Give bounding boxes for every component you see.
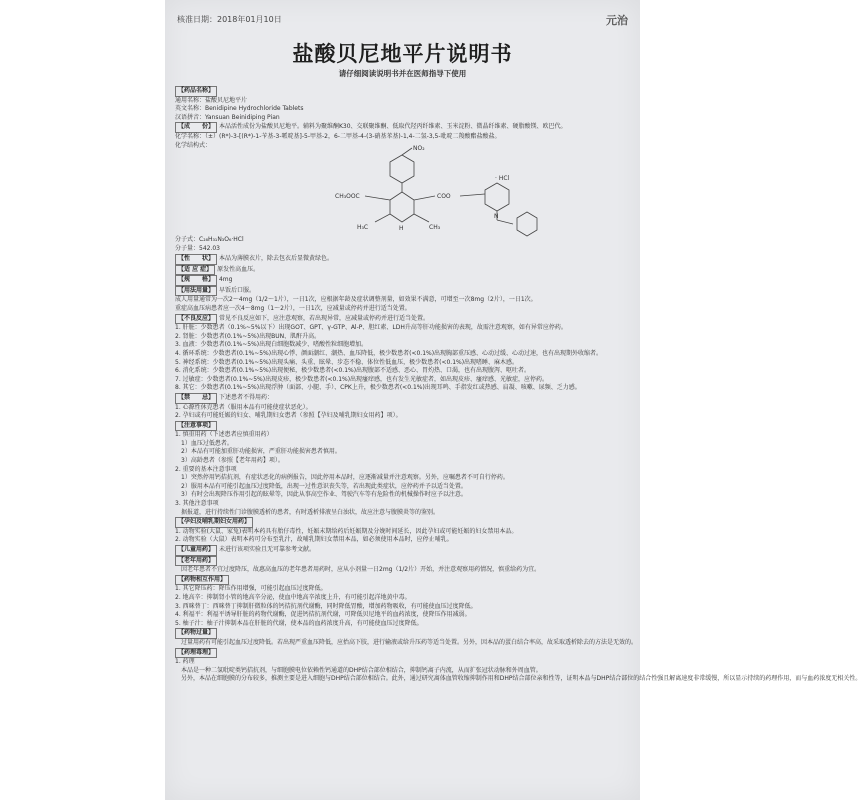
section-text: 2. 肾脏：少数患者(0.1%~5%)出现BUN、肌酐升高。 <box>175 332 321 340</box>
chemical-structure <box>295 145 625 235</box>
section-heading: 【适 应 症】 <box>175 265 215 276</box>
chemical-name: 化学名称：（±）(R*)-3-[(R*)-1-苄基-3-哌啶基]-5-甲基-2，6-二甲基-4-(3-硝基苯基)-1,4-二氢-3,5-吡啶二羧酸酯盐酸盐。 <box>175 132 501 140</box>
section-text: 1. 动物实验(大鼠、家兔)表明本药具有胎仔毒性，妊娠末期给药后妊娠期及分娩时间延长，因此孕妇或可能妊娠的妇女禁用本品。 <box>175 527 518 535</box>
body-line <box>175 265 630 276</box>
body-line <box>175 658 630 667</box>
body-line <box>175 341 630 350</box>
section-text: 1. 其它降压药：降压作用增强，可能引起血压过度降低。 <box>175 585 327 593</box>
body-line <box>175 305 630 314</box>
body-line <box>175 628 630 639</box>
body-line <box>175 466 630 475</box>
section-heading: 【用法用量】 <box>175 286 217 297</box>
section-text: 3. 其他注意事项 <box>175 500 219 508</box>
section-text: 3）高龄患者（参照【老年用药】项）。 <box>175 457 284 465</box>
methyl-left-label: H₃C <box>357 224 369 231</box>
section-text: 8. 其它：少数患者(0.1%~5%)出现浮肿（面部、小腿、手）、CPK上升，极少数患者(<0.1%)出现耳鸣、手指发红或热感、肩凝、咳嗽、尿频、乏力感。 <box>175 384 581 392</box>
body-line <box>175 296 630 305</box>
molecular-formula: 分子式：C₂₈H₃₁N₃O₆·HCl <box>175 236 244 243</box>
section-text: 2. 地高辛：抑制肾小管的地高辛分泌，使血中地高辛浓度上升，有可能引起洋地黄中毒。 <box>175 593 411 601</box>
body-line <box>175 575 630 586</box>
methyl-right-label: CH₃ <box>429 224 441 231</box>
body-line <box>175 286 630 297</box>
body-line <box>175 675 861 684</box>
english-name: 英文名称：Benidipine Hydrochloride Tablets <box>175 105 304 113</box>
body-line <box>175 275 630 286</box>
nh-label: H <box>399 225 404 232</box>
molecular-weight: 分子量：542.03 <box>175 244 220 252</box>
structure-drawing <box>295 145 625 235</box>
section-text: 7. 过敏症：少数患者(0.1%~5%)出现皮疹，极少数患者(<0.1%)出现瘙痒感，也有发生光敏症者，如出现皮疹、瘙痒感、光敏症，应停药。 <box>175 375 549 383</box>
section-heading: 【孕妇及哺乳期妇女用药】 <box>175 517 253 528</box>
body-line <box>175 448 630 457</box>
body-line <box>175 393 630 404</box>
section-heading: 【禁 忌】 <box>175 393 217 404</box>
ingredients-text: 本品活性成份为盐酸贝尼地平。辅料为聚维酮K30、交联聚维酮、低取代羟丙纤维素、玉米淀粉、微晶纤维素、硬脂酸镁、欧巴代。 <box>218 123 567 131</box>
nitro-label: NO₂ <box>413 145 425 152</box>
body-section <box>175 254 861 684</box>
section-text: 3. 血液：少数患者(0.1%~5%)出现白细胞数减少、嗜酸性粒细胞增加。 <box>175 341 368 349</box>
pinyin-name: 汉语拼音：Yansuan Beinidiping Pian <box>175 113 280 121</box>
section-text: 1. 药理 <box>175 658 195 666</box>
section-heading: 【性 状】 <box>175 254 217 265</box>
body-line <box>175 412 630 421</box>
section-text: 2）本品有可能加重肝功能损害，严重肝功能损害患者慎用。 <box>175 448 341 456</box>
structure-caption: 化学结构式： <box>175 141 212 149</box>
body-line <box>175 367 630 376</box>
section-text: 5. 神经系统：少数患者(0.1%~5%)出现头痛、头重、眩晕、步态不稳、体位性低血压，极少数患者(<0.1%)出现嗜睡、麻木感。 <box>175 358 519 366</box>
section-text: 4. 循环系统：少数患者(0.1%~5%)出现心悸、颜面潮红、潮热、血压降低，极少数患者(<0.1%)出现胸部重压感、心动过缓、心动过速，也有出现期外收缩者。 <box>175 349 603 357</box>
section-text: 下述患者不得用药： <box>218 393 273 401</box>
section-text: 1. 肝脏：少数患者（0.1%~5%以下）出现GOT、GPT、γ-GTP、Al-P、胆红素、LDH升高等肝功能损害的表现，故需注意观察，如有异常应停药。 <box>175 324 567 332</box>
section-text: 4. 利福平：利福平诱导肝脏的药物代谢酶，促进钙拮抗剂代谢，可降低贝尼地平的血药浓度，使降压作用减弱。 <box>175 611 471 619</box>
drug-name-section <box>175 86 630 150</box>
ester-left-label: CH₃OOC <box>335 193 360 200</box>
ester-right-label: COO <box>437 193 451 200</box>
nitrogen-label: N <box>494 213 499 220</box>
section-text: 5. 柚子汁：柚子汁抑制本品在肝脏的代谢，使本品的血药浓度升高，有可能使血压过度降低。 <box>175 619 423 627</box>
section-text: 1. 心源性休克患者（服用本品有可能使症状恶化）。 <box>175 403 312 411</box>
body-line <box>175 585 630 594</box>
section-text: 1. 慎重用药（下述患者应慎重用药） <box>175 431 273 439</box>
section-text: 2）服用本品有可能引起血压过度降低，出现一过性意识丧失等，若出现此类症状，应停药并予以适当处置。 <box>175 482 467 490</box>
section-text: 2. 重要的基本注意事项 <box>175 465 237 473</box>
section-heading: 【药物相互作用】 <box>175 575 229 586</box>
section-text: 3）有时会出现降压作用引起的眩晕等，因此从事高空作业、驾驶汽车等有危险性的机械操作时应予以注意。 <box>175 491 467 499</box>
leaflet-page <box>165 0 861 800</box>
body-line <box>175 474 630 483</box>
body-line <box>175 603 630 612</box>
body-line <box>175 350 630 359</box>
generic-name: 通用名称：盐酸贝尼地平片 <box>175 96 248 104</box>
ingredients-heading: 【成 份】 <box>175 122 217 133</box>
body-line <box>175 638 638 648</box>
body-line <box>175 431 630 440</box>
body-line <box>175 556 630 567</box>
section-text: 另外，本品在细胞膜的分布较多，推测主要是进入细胞与DHP结合部位相结合。此外，通过研究离体血管收缩抑制作用和DHP结合部位亲和性等，证明本品与DHP结合部位的结合性强且解离速度非常缓慢，所以显示持续的药理作用，而与血药浓度无相关性。 <box>175 675 861 683</box>
document-title: 盐酸贝尼地平片说明书 <box>292 42 513 66</box>
body-line <box>175 536 630 545</box>
approval-date: 核准日期：2018年01月10日 <box>177 15 282 24</box>
body-line <box>175 421 630 432</box>
section-text: 过量用药有可能引起血压过度降低。若出现严重血压降低，应抬高下肢，进行输液或给升压药等适当处置。另外，因本品的蛋白结合率高，故采取透析除去的方法是无效的。 <box>175 638 638 646</box>
section-text: 1）血压过低患者。 <box>175 439 233 447</box>
section-heading: 【儿童用药】 <box>175 545 217 556</box>
section-text: 据报道，进行持续性门诊腹膜透析的患者，有时透析排液呈白浊状，故应注意与腹膜炎等的鉴别。 <box>175 508 440 516</box>
body-line <box>175 359 630 368</box>
section-heading: 【药物过量】 <box>175 628 217 639</box>
body-line <box>175 566 630 575</box>
section-text: 成人用量通常为一次2～4mg（1/2～1片），一日1次，应根据年龄及症状调整剂量，如效果不满意，可增至一次8mg（2片），一日1次。 <box>175 296 537 304</box>
formula-section <box>175 236 630 253</box>
body-line <box>175 457 630 466</box>
body-line <box>175 648 630 659</box>
section-text: 本品是一种二氢吡啶类钙拮抗剂，与细胞膜电位依赖性钙通道的DHP结合部位相结合，抑制钙离子内流，从而扩张冠状动脉和外周血管。 <box>175 666 542 674</box>
hcl-label: · HCl <box>495 175 510 182</box>
section-heading: 【不良反应】 <box>175 314 217 325</box>
section-heading: 【注意事项】 <box>175 421 217 432</box>
body-line <box>175 509 630 518</box>
section-text: 2. 动物实验（大鼠）表明本药可分布至乳汁，故哺乳期妇女禁用本品，如必须使用本品时，应停止哺乳。 <box>175 536 453 544</box>
body-line <box>175 545 630 556</box>
drug-name-heading: 【药品名称】 <box>175 86 217 97</box>
body-line <box>175 491 630 500</box>
section-text: 因老年患者不宜过度降压，故惠高血压的老年患者用药时，应从小剂量一日2mg（1/2片）开始，并注意观察用药情况，慎重给药为宜。 <box>175 566 541 574</box>
section-heading: 【规 格】 <box>175 275 217 286</box>
section-text: 原发性高血压。 <box>217 265 260 273</box>
body-line <box>175 611 630 620</box>
section-text: 2. 孕妇或有可能妊娠的妇女、哺乳期妇女患者（参照【孕妇及哺乳期妇女用药】项）。 <box>175 412 402 420</box>
section-text: 4mg <box>218 276 233 284</box>
section-text: 未进行该项实验且无可靠参考文献。 <box>218 546 315 553</box>
section-text: 1）突然停用钙拮抗剂，有症状恶化的病例报告，因此停用本品时，应逐渐减量并注意观察。另外，应嘱患者不可自行停药。 <box>175 474 509 482</box>
body-line <box>175 254 630 265</box>
section-text: 3. 西咪替丁：西咪替丁抑制肝微粒体的钙拮抗剂代谢酶，同时降低胃酸，增加药物吸收，有可能使血压过度降低。 <box>175 602 477 610</box>
section-text: 重症高血压病患者应一次4～8mg（1～2片），一日1次，应减量或停药并进行适当处置。 <box>175 304 411 312</box>
section-text: 6. 消化系统：少数患者(0.1%~5%)出现便秘，极少数患者(<0.1%)出现腹部不适感、恶心、胃灼热、口渴，也有出现腹泻、呕吐者。 <box>175 367 531 375</box>
body-line <box>175 517 630 528</box>
usage-warning: 请仔细阅读说明书并在医师指导下使用 <box>338 69 467 78</box>
body-line <box>175 620 630 629</box>
section-text: 常见不良反应如下，应注意观察，若出现异常，应减量或停药并进行适当处置。 <box>218 314 429 322</box>
body-line <box>175 500 630 509</box>
body-line <box>175 324 630 333</box>
body-line <box>175 314 630 325</box>
section-text: 本品为薄膜衣片，除去包衣后显微黄绿色。 <box>218 255 333 262</box>
body-line <box>175 384 630 393</box>
body-line <box>175 404 630 413</box>
section-heading: 【老年用药】 <box>175 556 217 567</box>
brand-logo-text: 元治 <box>606 14 628 27</box>
section-heading: 【药理毒理】 <box>175 648 217 659</box>
body-line <box>175 594 630 603</box>
section-text: 早饭后口服。 <box>218 286 255 294</box>
